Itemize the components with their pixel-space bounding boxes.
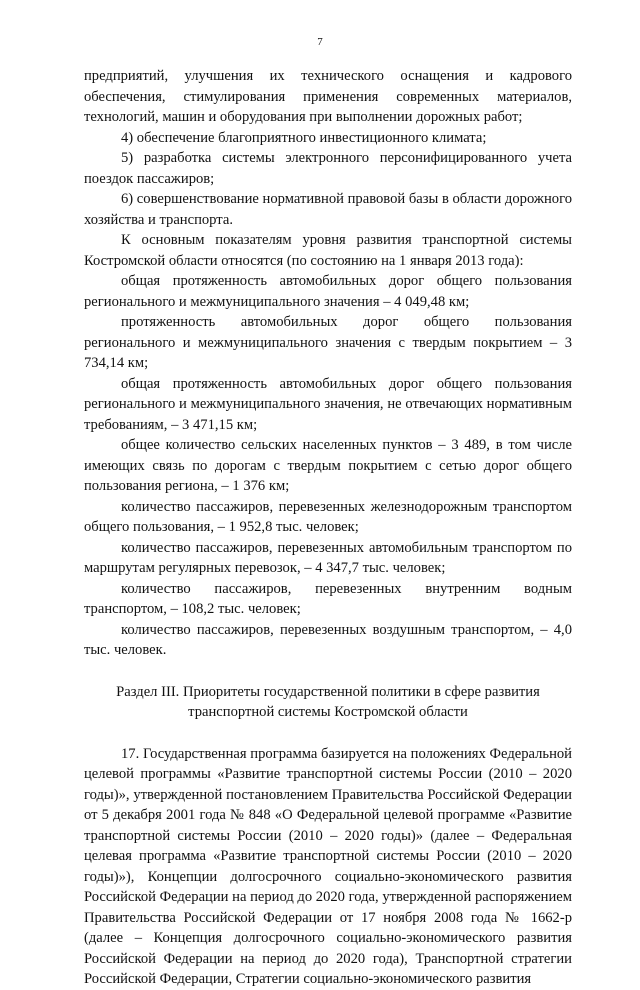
list-item-5: 5) разработка системы электронного персонифицированного учета поездок пассажиров; xyxy=(84,150,572,187)
section-heading: Раздел III. Приоритеты государственной политики в сфере развития транспортной системы Костромской области xyxy=(116,683,540,720)
paragraph-17: 17. Государственная программа базируется на положениях Федеральной целевой программы «Развитие транспортной системы России (2010 – 2020 годы)», утвержденной постановлением Правительства Российской Федерации от 5 декабря 2001 года № 848 «О Федеральной целевой программе «Развитие транспортной системы России (2010 – 2020 годы)» (далее – Федеральная целевая программа «Развитие транспортной системы России (2010 – 2020 годы)»), Концепции долгосрочного социально-экономического развития Российской Федерации на период до 2020 года, утвержденной распоряжением Правительства Российской Федерации от 17 ноября 2008 года № 1662-р (далее – Концепция долгосрочного социально-экономического развития Российской Федерации на период до 2020 года), Транспортной стратегии Российской Федерации, Стратегии социально-экономического развития xyxy=(84,745,573,987)
paragraph: предприятий, улучшения их технического оснащения и кадрового обеспечения, стимулирования применения современных материалов, технологий, машин и оборудования при выполнении дорожных работ; xyxy=(84,68,572,125)
list-item-4: 4) обеспечение благоприятного инвестиционного климата; xyxy=(121,129,487,146)
indicator-item: количество пассажиров, перевезенных автомобильным транспортом по маршрутам регулярных перевозок, – 4 347,7 тыс. человек; xyxy=(84,539,572,576)
indicators-intro: К основным показателям уровня развития транспортной системы Костромской области относятся (по состоянию на 1 января 2013 года): xyxy=(84,232,572,269)
indicator-item: общее количество сельских населенных пунктов – 3 489, в том числе имеющих связь по дорогам с твердым покрытием с сетью дорог общего пользования региона, – 1 376 км; xyxy=(84,437,572,494)
indicator-item: общая протяженность автомобильных дорог общего пользования регионального и межмуниципального значения – 4 049,48 км; xyxy=(84,273,572,310)
indicator-item: количество пассажиров, перевезенных воздушным транспортом, – 4,0 тыс. человек. xyxy=(84,621,572,658)
indicator-item: общая протяженность автомобильных дорог общего пользования регионального и межмуниципального значения, не отвечающих нормативным требованиям, – 3 471,15 км; xyxy=(84,375,572,433)
indicator-item: количество пассажиров, перевезенных внутренним водным транспортом, – 108,2 тыс. человек; xyxy=(84,580,572,617)
document-body xyxy=(84,66,572,990)
page-number: 7 xyxy=(317,36,323,48)
indicator-item: протяженность автомобильных дорог общего пользования регионального и межмуниципального значения с твердым покрытием – 3 734,14 км; xyxy=(84,314,572,371)
indicator-item: количество пассажиров, перевезенных железнодорожным транспортом общего пользования, – 1 952,8 тыс. человек; xyxy=(84,498,572,535)
list-item-6: 6) совершенствование нормативной правовой базы в области дорожного хозяйства и транспорта. xyxy=(84,191,572,228)
